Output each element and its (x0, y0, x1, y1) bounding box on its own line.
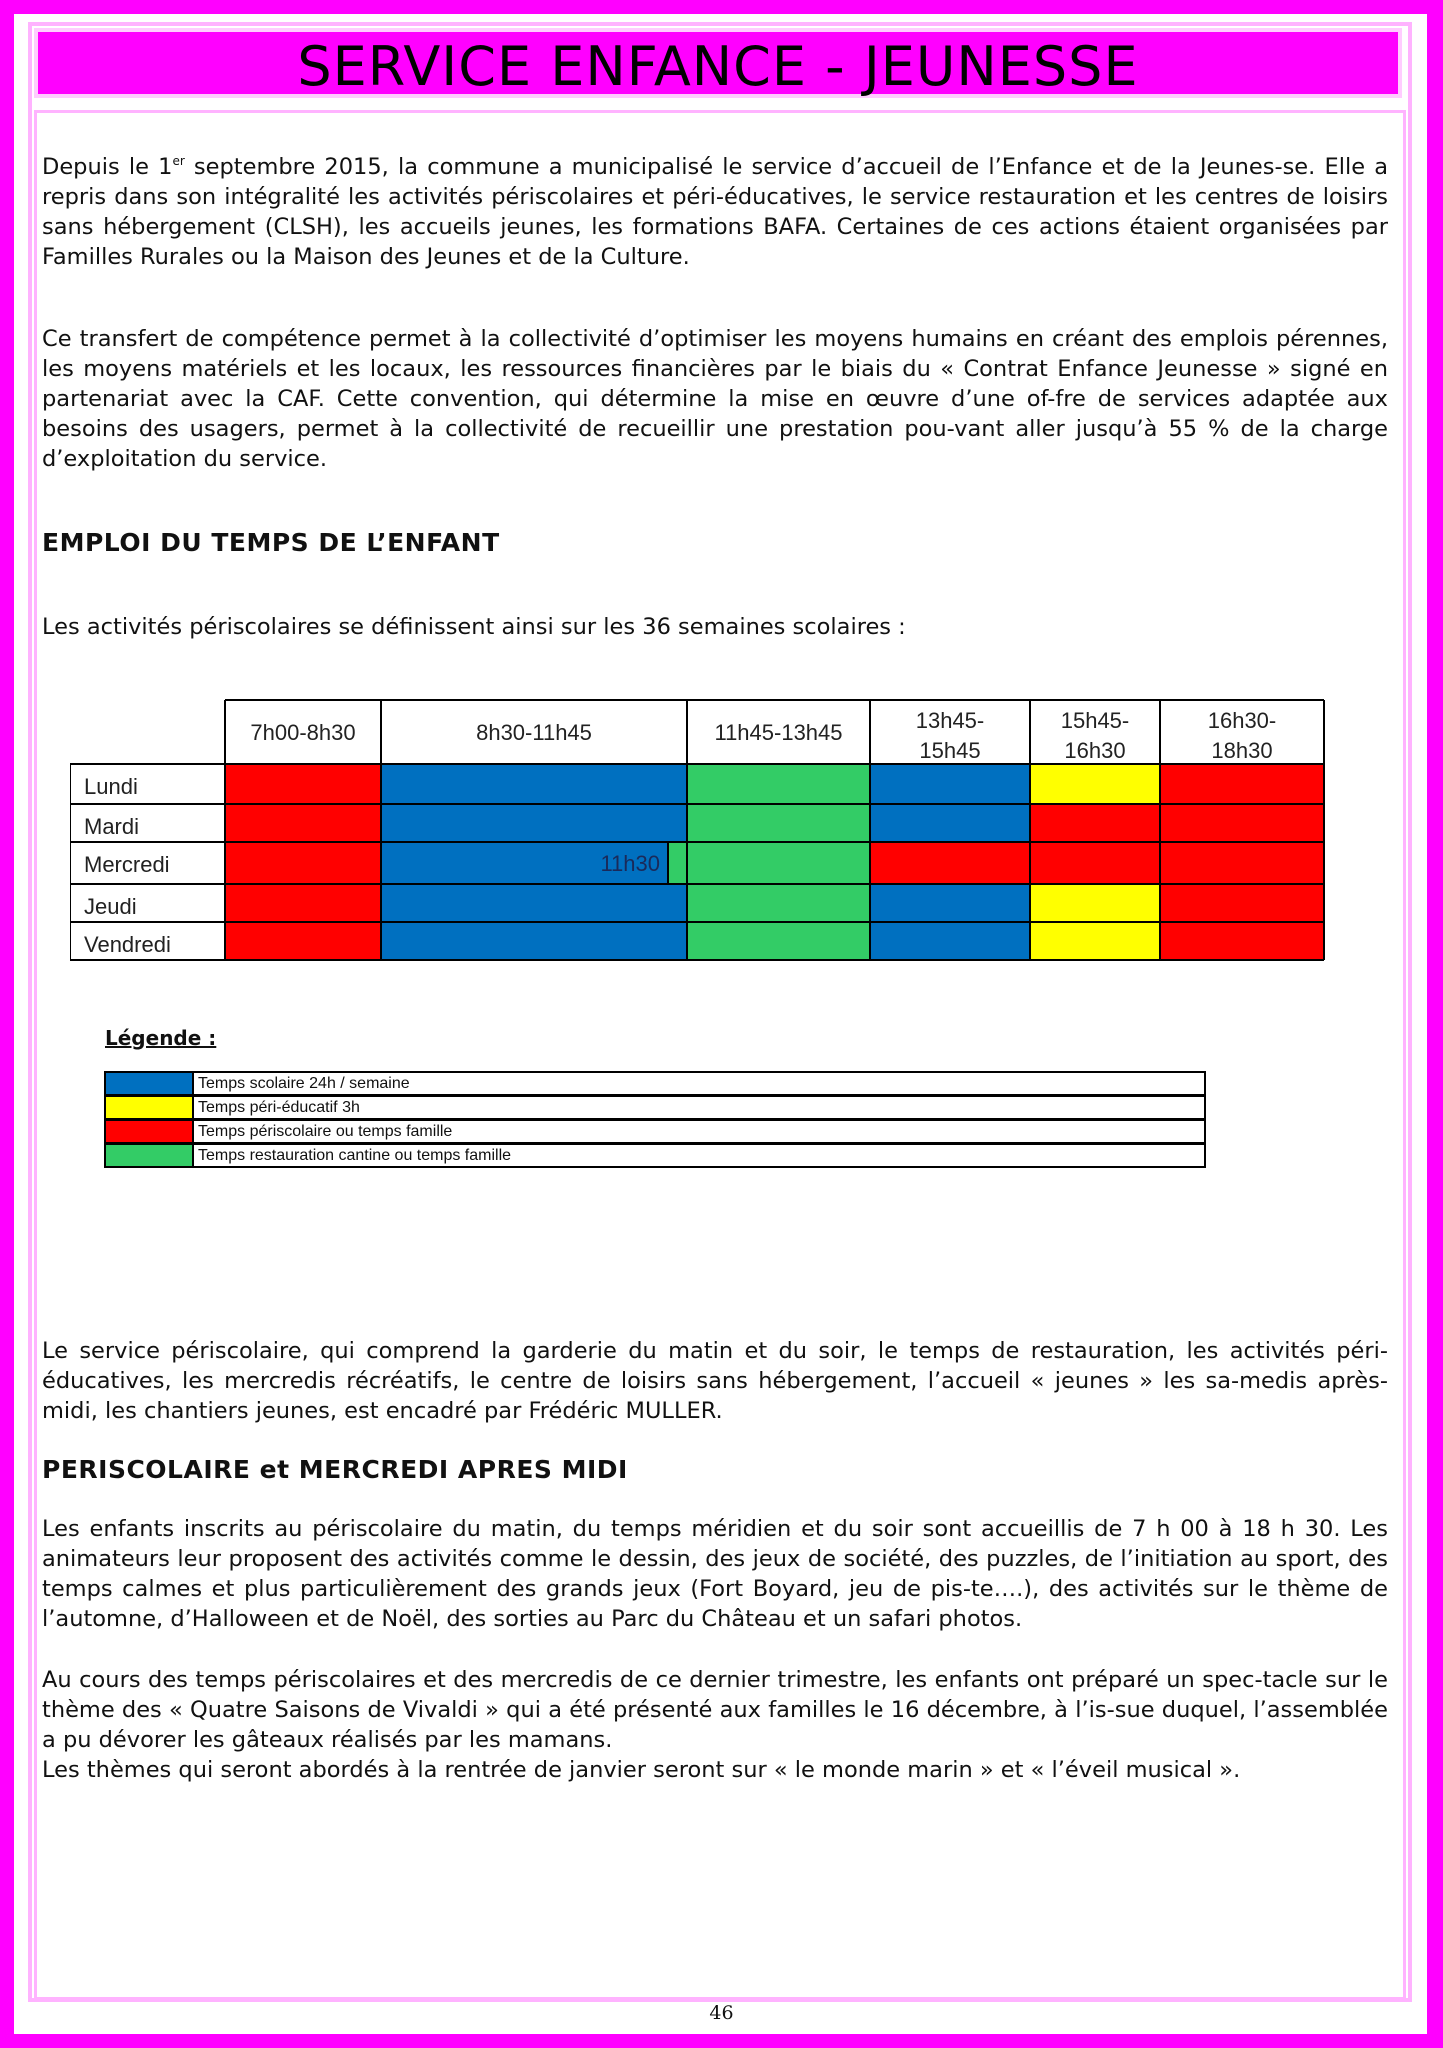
schedule-grid (70, 698, 1326, 962)
schedule-row-label-jeudi: Jeudi (84, 894, 137, 919)
schedule-column-header-1: 7h00-8h30 (250, 720, 356, 745)
schedule-column-header-3: 11h45-13h45 (714, 720, 843, 745)
schedule-cell-mercredi-1 (225, 842, 381, 884)
legend-row (104, 1071, 1206, 1096)
schedule-column-header-6: 16h30- (1207, 708, 1277, 733)
schedule-cell-vendredi-2 (381, 922, 687, 960)
legend-table (104, 1071, 1206, 1171)
schedule-cell-lundi-3 (687, 764, 870, 804)
schedule-row-label-lundi: Lundi (84, 774, 138, 799)
schedule-cell-mardi-2 (381, 804, 687, 842)
schedule-column-header-6: 18h30 (1211, 738, 1273, 763)
schedule-cell-mercredi-3 (687, 842, 870, 884)
schedule-cell-jeudi-4 (870, 884, 1030, 922)
section-heading-periscolaire: PERISCOLAIRE et MERCREDI APRES MIDI (42, 1455, 628, 1484)
schedule-table (70, 698, 1326, 962)
schedule-column-header-4: 13h45- (915, 708, 985, 733)
intro-paragraph-2: Ce transfert de compétence permet à la collectivité d’optimiser les moyens humains en créant des emplois pérennes, les moyens matériels et les locaux, les ressources financières par le biais du « Contrat Enfance Jeunesse » signé en partenariat avec la CAF. Cette convention, qui détermine la mise en œuvre d’une of-fre de services adaptée aux besoins des usagers, permet à la collectivité de recueillir une prestation pou-vant aller jusqu’à 55 % de la charge d’exploitation du service. (42, 326, 1388, 472)
schedule-cell-mercredi-extra (668, 842, 687, 884)
schedule-cell-lundi-1 (225, 764, 381, 804)
page-title: SERVICE ENFANCE - JEUNESSE (297, 35, 1139, 98)
schedule-cell-mardi-3 (687, 804, 870, 842)
schedule-cell-jeudi-3 (687, 884, 870, 922)
legend-swatch (106, 1097, 194, 1118)
legend-row (104, 1095, 1206, 1120)
legend-row (104, 1143, 1206, 1168)
schedule-cell-vendredi-6 (1160, 922, 1324, 960)
schedule-cell-mercredi-6 (1160, 842, 1324, 884)
schedule-cell-jeudi-6 (1160, 884, 1324, 922)
schedule-cell-jeudi-2 (381, 884, 687, 922)
legend-swatch (106, 1145, 194, 1166)
legend-label: Temps restauration cantine ou temps famille (198, 1147, 512, 1164)
schedule-column-header-5: 15h45- (1060, 708, 1130, 733)
schedule-cell-mercredi-5 (1030, 842, 1160, 884)
schedule-cell-lundi-2 (381, 764, 687, 804)
title-banner (34, 28, 1402, 98)
themes-paragraph: Les thèmes qui seront abordés à la rentrée de janvier seront sur « le monde marin » et « l’éveil musical ». (42, 1757, 1241, 1783)
schedule-lead: Les activités périscolaires se définissent ainsi sur les 36 semaines scolaires : (42, 614, 906, 640)
schedule-row-label-vendredi: Vendredi (84, 932, 171, 957)
legend-label: Temps scolaire 24h / semaine (198, 1075, 410, 1092)
schedule-column-header-4: 15h45 (919, 738, 981, 763)
schedule-cell-mardi-4 (870, 804, 1030, 842)
section-heading-emploi-du-temps: EMPLOI DU TEMPS DE L’ENFANT (42, 528, 500, 557)
schedule-cell-vendredi-1 (225, 922, 381, 960)
legend-label: Temps péri-éducatif 3h (198, 1099, 360, 1116)
schedule-row-label-mercredi: Mercredi (84, 852, 170, 877)
schedule-cell-vendredi-4 (870, 922, 1030, 960)
schedule-column-header-2: 8h30-11h45 (476, 720, 592, 745)
schedule-cell-lundi-5 (1030, 764, 1160, 804)
page-number: 46 (709, 2002, 734, 2024)
schedule-cell-mercredi-4 (870, 842, 1030, 884)
schedule-mercredi-marker: 11h30 (600, 851, 660, 876)
intro-paragraph-1: Depuis le 1er septembre 2015, la commune a municipalisé le service d’accueil de l’Enfance et de la Jeunes-se. Elle a repris dans son intégralité les activités périscolaires et péri-éducatives, le service restauration et les centres de loisirs sans hébergement (CLSH), les accueils jeunes, les formations BAFA. Certaines de ces actions étaient organisées par Familles Rurales ou la Maison des Jeunes et de la Culture. (42, 154, 1388, 270)
schedule-cell-jeudi-5 (1030, 884, 1160, 922)
schedule-cell-vendredi-3 (687, 922, 870, 960)
legend-swatch (106, 1121, 194, 1142)
schedule-cell-lundi-4 (870, 764, 1030, 804)
schedule-cell-jeudi-1 (225, 884, 381, 922)
schedule-cell-mardi-5 (1030, 804, 1160, 842)
schedule-column-header-5: 16h30 (1064, 738, 1126, 763)
periscolaire-paragraph: Les enfants inscrits au périscolaire du matin, du temps méridien et du soir sont accueillis de 7 h 00 à 18 h 30. Les animateurs leur proposent des activités comme le dessin, des jeux de société, des puzzles, de l’initiation au sport, des temps calmes et plus particulièrement des grands jeux (Fort Boyard, jeu de pis-te….), des activités sur le thème de l’automne, d’Halloween et de Noël, des sorties au Parc du Château et un safari photos. (42, 1516, 1388, 1632)
schedule-cell-mardi-6 (1160, 804, 1324, 842)
schedule-cell-mardi-1 (225, 804, 381, 842)
schedule-cell-vendredi-5 (1030, 922, 1160, 960)
periscolaire-service-paragraph: Le service périscolaire, qui comprend la garderie du matin et du soir, le temps de restauration, les activités péri-éducatives, les mercredis récréatifs, le centre de loisirs sans hébergement, l’accueil « jeunes » les sa-medis après-midi, les chantiers jeunes, est encadré par Frédéric MULLER. (42, 1338, 1388, 1424)
spectacle-paragraph: Au cours des temps périscolaires et des mercredis de ce dernier trimestre, les enfants ont préparé un spec-tacle sur le thème des « Quatre Saisons de Vivaldi » qui a été présenté aux familles le 16 décembre, à l’is-sue duquel, l’assemblée a pu dévorer les gâteaux réalisés par les mamans. (42, 1667, 1388, 1753)
legend-row (104, 1119, 1206, 1144)
schedule-row-label-mardi: Mardi (84, 814, 140, 839)
schedule-cell-lundi-6 (1160, 764, 1324, 804)
legend-swatch (106, 1073, 194, 1094)
legend-title: Légende : (105, 1026, 217, 1050)
legend-label: Temps périscolaire ou temps famille (198, 1123, 453, 1140)
